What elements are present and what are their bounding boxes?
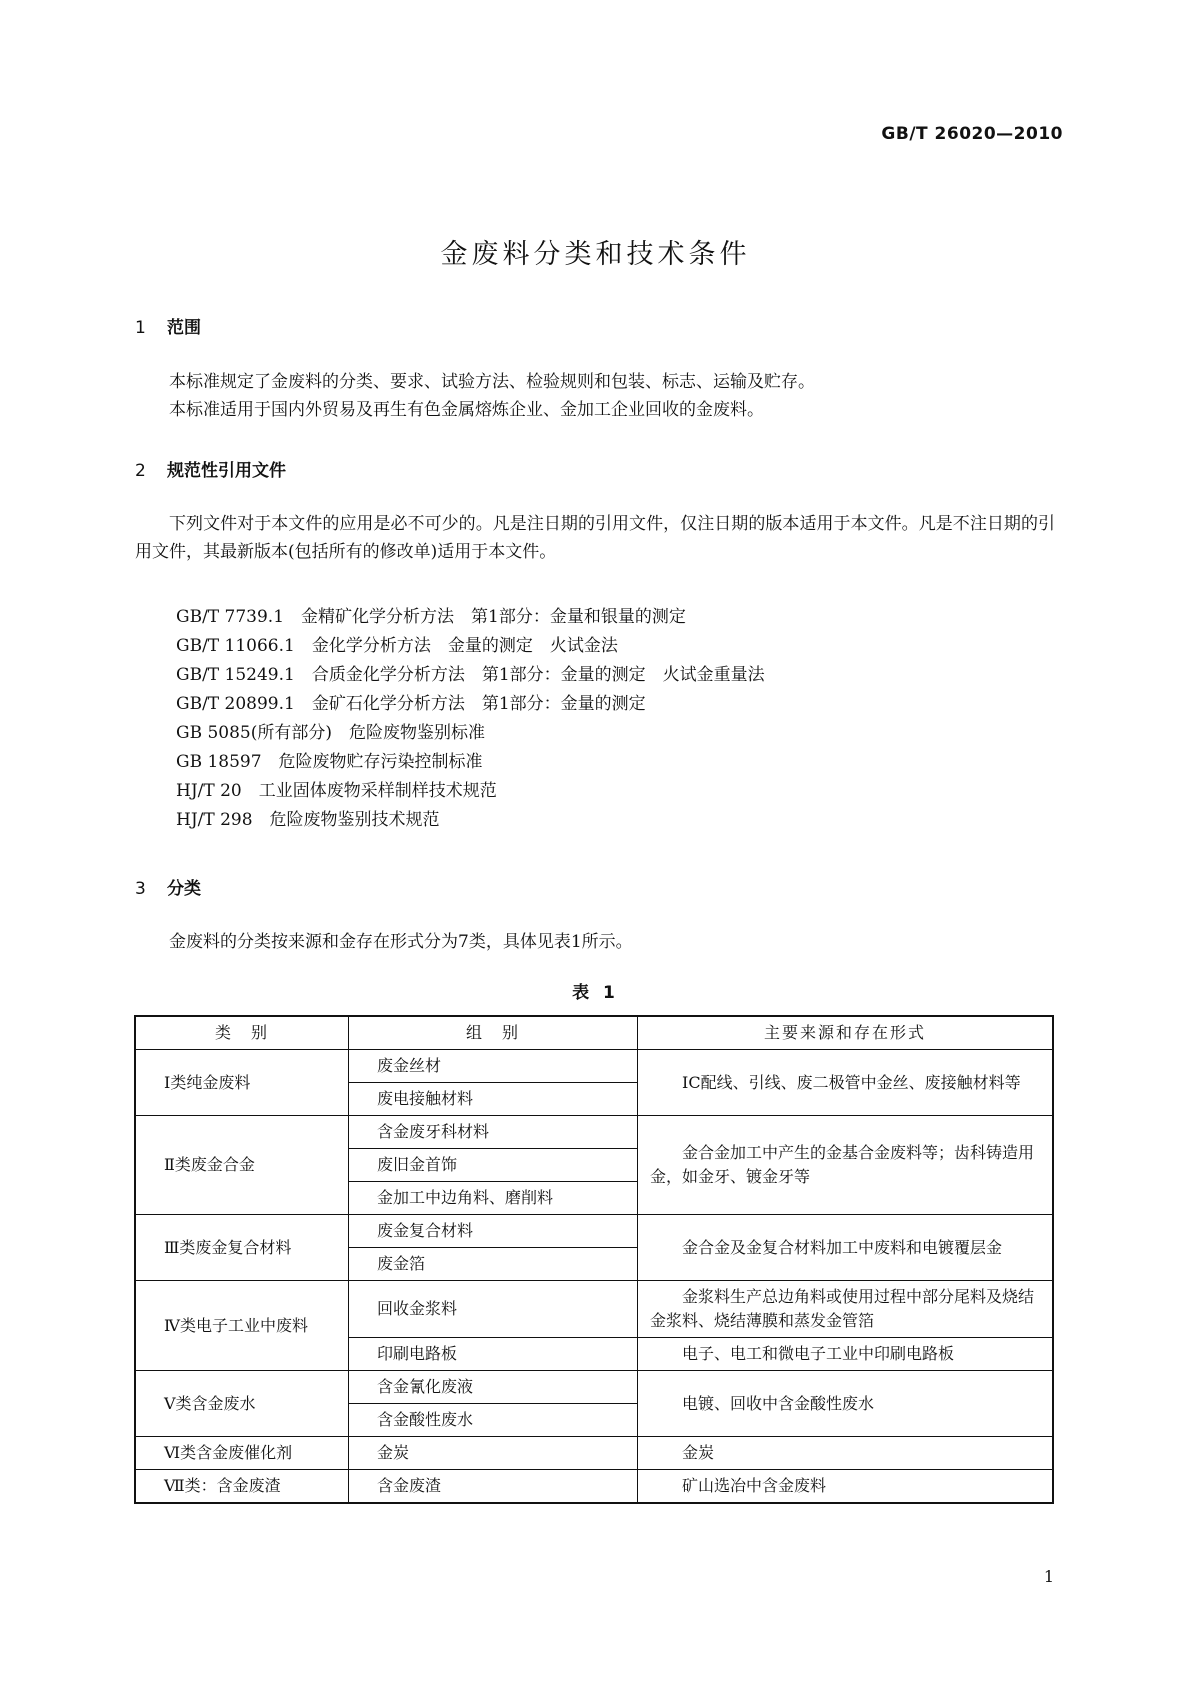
column-header: 主要来源和存在形式 — [638, 1016, 1054, 1050]
table-row — [135, 1050, 1053, 1083]
group-cell: 废金箔 — [349, 1248, 638, 1281]
category-cell: Ⅰ类纯金废料 — [135, 1050, 349, 1116]
paragraph: 下列文件对于本文件的应用是必不可少的。凡是注日期的引用文件，仅注日期的版本适用于本文件。凡是不注日期的引用文件，其最新版本(包括所有的修改单)适用于本文件。 — [135, 514, 1055, 562]
reference-list — [176, 603, 765, 835]
section-number: 2 — [135, 461, 146, 481]
table-row — [135, 1215, 1053, 1248]
source-cell: 金炭 — [638, 1437, 1054, 1470]
group-cell: 含金废牙科材料 — [349, 1116, 638, 1149]
reference-item: GB 18597 危险废物贮存污染控制标准 — [176, 752, 483, 772]
group-cell: 金炭 — [349, 1437, 638, 1470]
table-body — [135, 1050, 1053, 1504]
category-cell: Ⅴ类含金废水 — [135, 1371, 349, 1437]
category-cell: Ⅵ类含金废催化剂 — [135, 1437, 349, 1470]
source-cell: 金合金加工中产生的金基合金废料等；齿科铸造用金，如金牙、镀金牙等 — [638, 1116, 1054, 1215]
group-cell: 回收金浆料 — [349, 1281, 638, 1338]
column-header: 类 别 — [135, 1016, 349, 1050]
group-cell: 含金氰化废液 — [349, 1371, 638, 1404]
section-title: 规范性引用文件 — [167, 461, 286, 481]
reference-item: HJ/T 20 工业固体废物采样制样技术规范 — [176, 781, 497, 801]
table-row — [135, 1437, 1053, 1470]
section-number: 3 — [135, 879, 146, 899]
source-cell: 电子、电工和微电子工业中印刷电路板 — [638, 1338, 1054, 1371]
reference-item: HJ/T 298 危险废物鉴别技术规范 — [176, 810, 440, 830]
group-cell: 含金废渣 — [349, 1470, 638, 1504]
reference-item: GB 5085(所有部分) 危险废物鉴别标准 — [176, 723, 486, 743]
reference-item: GB/T 15249.1 合质金化学分析方法 第1部分：金量的测定 火试金重量法 — [176, 665, 765, 685]
reference-item: GB/T 7739.1 金精矿化学分析方法 第1部分：金量和银量的测定 — [176, 607, 686, 627]
group-cell: 废金丝材 — [349, 1050, 638, 1083]
category-cell: Ⅶ类：含金废渣 — [135, 1470, 349, 1504]
standard-code: GB/T 26020—2010 — [881, 124, 1063, 144]
table-row — [135, 1470, 1053, 1504]
source-cell: 金合金及金复合材料加工中废料和电镀覆层金 — [638, 1215, 1054, 1281]
table-row — [135, 1116, 1053, 1149]
paragraph: 本标准规定了金废料的分类、要求、试验方法、检验规则和包装、标志、运输及贮存。 — [169, 372, 815, 392]
paragraph: 本标准适用于国内外贸易及再生有色金属熔炼企业、金加工企业回收的金废料。 — [169, 400, 764, 420]
group-cell: 含金酸性废水 — [349, 1404, 638, 1437]
section-heading-scope — [135, 313, 201, 338]
reference-item: GB/T 20899.1 金矿石化学分析方法 第1部分：金量的测定 — [176, 694, 646, 714]
section-title: 分类 — [167, 879, 201, 899]
classification-table — [134, 1015, 1054, 1504]
reference-item: GB/T 11066.1 金化学分析方法 金量的测定 火试金法 — [176, 636, 618, 656]
table-caption: 表 1 — [572, 983, 619, 1003]
page-number: 1 — [1043, 1567, 1054, 1586]
table-row — [135, 1281, 1053, 1338]
category-cell: Ⅱ类废金合金 — [135, 1116, 349, 1215]
source-cell: IC配线、引线、废二极管中金丝、废接触材料等 — [638, 1050, 1054, 1116]
section-title: 范围 — [167, 318, 201, 338]
group-cell: 废旧金首饰 — [349, 1149, 638, 1182]
table-row — [135, 1371, 1053, 1404]
group-cell: 废金复合材料 — [349, 1215, 638, 1248]
table-header-row — [135, 1016, 1053, 1050]
section-heading-classification — [135, 874, 201, 899]
paragraph: 金废料的分类按来源和金存在形式分为7类，具体见表1所示。 — [169, 932, 633, 952]
column-header: 组 别 — [349, 1016, 638, 1050]
group-cell: 废电接触材料 — [349, 1083, 638, 1116]
group-cell: 金加工中边角料、磨削料 — [349, 1182, 638, 1215]
document-title: 金废料分类和技术条件 — [440, 239, 751, 270]
category-cell: Ⅲ类废金复合材料 — [135, 1215, 349, 1281]
group-cell: 印刷电路板 — [349, 1338, 638, 1371]
source-cell: 矿山选冶中含金废料 — [638, 1470, 1054, 1504]
section-number: 1 — [135, 318, 146, 338]
section-heading-normative-references — [135, 456, 286, 481]
category-cell: Ⅳ类电子工业中废料 — [135, 1281, 349, 1371]
source-cell: 电镀、回收中含金酸性废水 — [638, 1371, 1054, 1437]
source-cell: 金浆料生产总边角料或使用过程中部分尾料及烧结金浆料、烧结薄膜和蒸发金管箔 — [638, 1281, 1054, 1338]
